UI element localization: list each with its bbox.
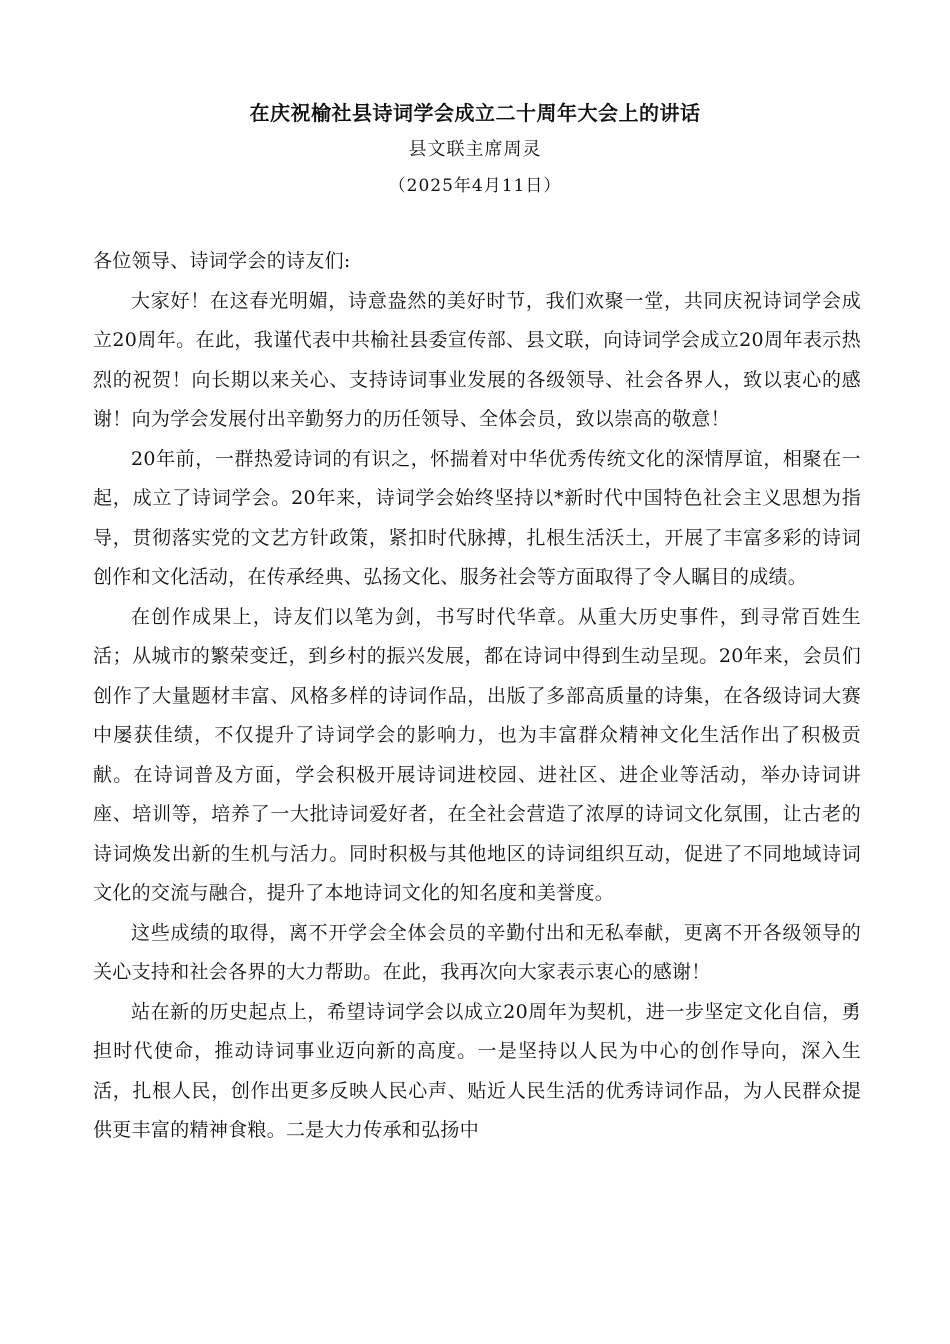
document-title: 在庆祝榆社县诗词学会成立二十周年大会上的讲话: [249, 101, 701, 125]
paragraph-2: 20年前，一群热爱诗词的有识之，怀揣着对中华优秀传统文化的深情厚谊，相聚在一起，成立了诗词学会。20年来，诗词学会始终坚持以*新时代中国特色社会主义思想为指导，贯彻落实党的文艺方针政策，紧扣时代脉搏，扎根生活沃土，开展了丰富多彩的诗词创作和文化活动，在传承经典、弘扬文化、服务社会等方面取得了令人瞩目的成绩。: [93, 447, 861, 588]
paragraph-1: 大家好！在这春光明媚，诗意盎然的美好时节，我们欢聚一堂，共同庆祝诗词学会成立20周年。在此，我谨代表中共榆社县委宣传部、县文联，向诗词学会成立20周年表示热烈的祝贺！向长期以来关心、支持诗词事业发展的各级领导、社会各界人，致以衷心的感谢！向为学会发展付出辛勤努力的历任领导、全体会员，致以崇高的敬意！: [93, 289, 861, 430]
salutation: 各位领导、诗词学会的诗友们:: [93, 250, 351, 272]
paragraph-5: 站在新的历史起点上，希望诗词学会以成立20周年为契机，进一步坚定文化自信，勇担时代使命，推动诗词事业迈向新的高度。一是坚持以人民为中心的创作导向，深入生活，扎根人民，创作出更多反映人民心声、贴近人民生活的优秀诗词作品，为人民群众提供更丰富的精神食粮。二是大力传承和弘扬中: [93, 1000, 861, 1141]
paragraph-3: 在创作成果上，诗友们以笔为剑，书写时代华章。从重大历史事件，到寻常百姓生活；从城市的繁荣变迁，到乡村的振兴发展，都在诗词中得到生动呈现。20年来，会员们创作了大量题材丰富、风格多样的诗词作品，出版了多部高质量的诗集，在各级诗词大赛中屡获佳绩，不仅提升了诗词学会的影响力，也为丰富群众精神文化生活作出了积极贡献。在诗词普及方面，学会积极开展诗词进校园、进社区、进企业等活动，举办诗词讲座、培训等，培养了一大批诗词爱好者，在全社会营造了浓厚的诗词文化氛围，让古老的诗词焕发出新的生机与活力。同时积极与其他地区的诗词组织互动，促进了不同地域诗词文化的交流与融合，提升了本地诗词文化的知名度和美誉度。: [93, 605, 861, 904]
paragraph-4: 这些成绩的取得，离不开学会全体会员的辛勤付出和无私奉献，更离不开各级领导的关心支持和社会各界的大力帮助。在此，我再次向大家表示衷心的感谢！: [93, 921, 861, 983]
document-author: 县文联主席周灵: [408, 139, 542, 160]
document-date: （2025年4月11日）: [388, 176, 562, 196]
document-body: [93, 242, 861, 1151]
